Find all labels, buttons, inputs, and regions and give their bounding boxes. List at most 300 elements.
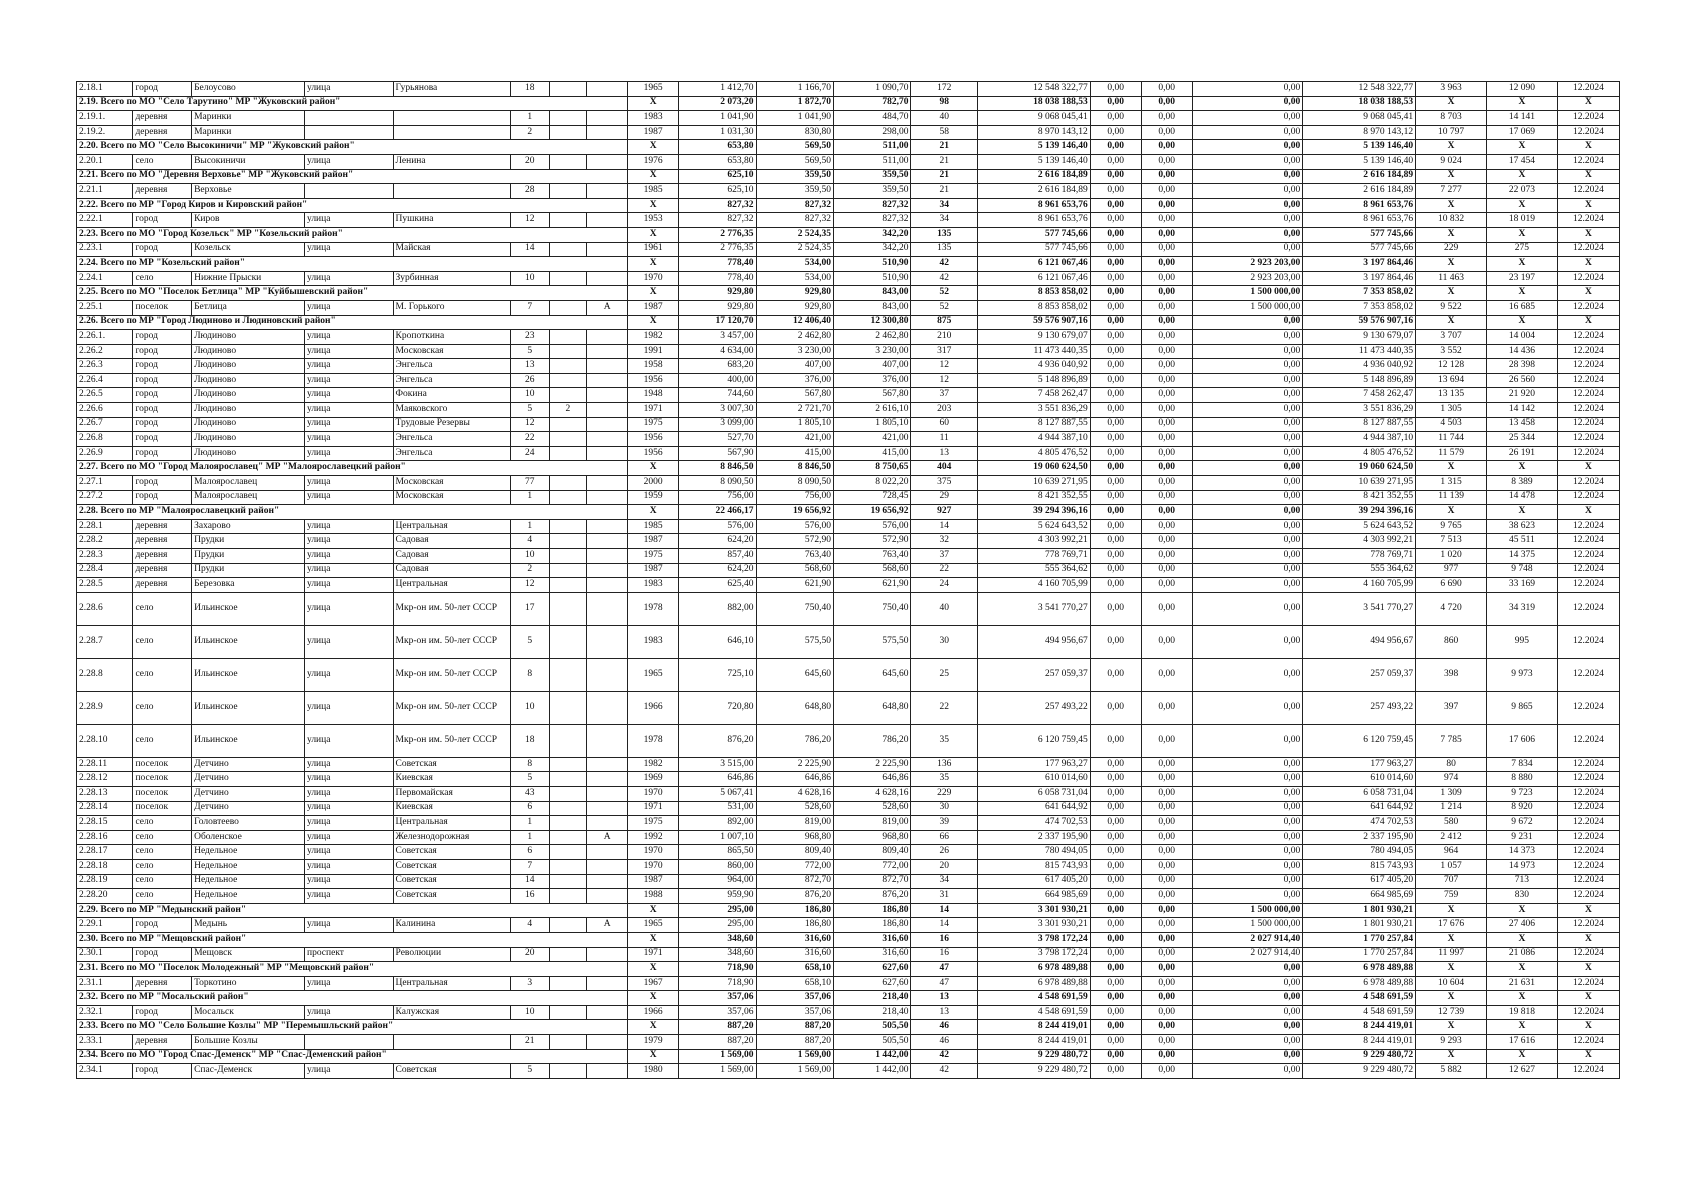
table-cell: 718,90 — [679, 962, 756, 977]
table-cell: 9 024 — [1416, 154, 1487, 169]
table-cell: 316,60 — [834, 947, 911, 962]
table-cell: село — [133, 845, 192, 860]
table-cell: 26 191 — [1487, 446, 1558, 461]
table-cell: 0,00 — [1141, 446, 1192, 461]
table-cell: 12.2024 — [1557, 344, 1619, 359]
table-cell — [549, 490, 587, 505]
table-cell: 1958 — [628, 359, 679, 374]
table-cell: 720,80 — [679, 691, 756, 724]
table-cell: 0,00 — [1192, 82, 1303, 97]
table-cell: 4 634,00 — [679, 344, 756, 359]
table-cell — [549, 519, 587, 534]
table-cell: 569,50 — [756, 140, 833, 155]
table-cell: 707 — [1416, 874, 1487, 889]
table-cell: 2 616 184,89 — [977, 184, 1090, 199]
table-cell: 8 — [510, 757, 549, 772]
table-cell: 18 — [510, 724, 549, 757]
table-cell: улица — [304, 154, 393, 169]
table-row — [77, 592, 1620, 625]
table-cell: 1966 — [628, 691, 679, 724]
table-cell: 20 — [510, 947, 549, 962]
subtotal-row — [77, 257, 1620, 272]
table-cell: 28 — [510, 184, 549, 199]
table-cell: 52 — [911, 300, 977, 315]
table-row — [77, 976, 1620, 991]
table-cell: 510,90 — [834, 271, 911, 286]
table-cell: X — [1416, 315, 1487, 330]
table-cell: 21 086 — [1487, 947, 1558, 962]
table-row — [77, 519, 1620, 534]
table-cell: Мещовск — [192, 947, 305, 962]
table-cell: 3 551 836,29 — [977, 403, 1090, 418]
table-cell: 0,00 — [1141, 932, 1192, 947]
table-cell: 0,00 — [1090, 432, 1141, 447]
subtotal-heading: 2.20. Всего по МО "Село Высокиничи" МР "Жуковский район" — [77, 140, 628, 155]
table-cell: Бетлица — [192, 300, 305, 315]
table-cell: Козельск — [192, 242, 305, 257]
table-cell: X — [1416, 461, 1487, 476]
table-row — [77, 830, 1620, 845]
table-cell: 1975 — [628, 417, 679, 432]
table-cell: 646,10 — [679, 625, 756, 658]
table-cell: 19 656,92 — [756, 505, 833, 520]
table-cell: Маринки — [192, 125, 305, 140]
table-cell: 186,80 — [756, 918, 833, 933]
table-cell: Медынь — [192, 918, 305, 933]
table-cell: город — [133, 1064, 192, 1079]
table-cell: 3 197 864,46 — [1303, 257, 1416, 272]
table-row — [77, 417, 1620, 432]
table-cell: 3 301 930,21 — [977, 903, 1090, 918]
table-cell: 567,90 — [679, 446, 756, 461]
table-cell: X — [1487, 505, 1558, 520]
table-row — [77, 534, 1620, 549]
table-cell: 0,00 — [1141, 962, 1192, 977]
table-cell: 0,00 — [1090, 1005, 1141, 1020]
table-cell: 1987 — [628, 534, 679, 549]
table-cell: 2.19.1. — [77, 111, 133, 126]
table-cell: 12.2024 — [1557, 757, 1619, 772]
table-cell: 0,00 — [1141, 816, 1192, 831]
table-cell: 135 — [911, 227, 977, 242]
table-cell: 2 776,35 — [679, 227, 756, 242]
table-cell: Людиново — [192, 388, 305, 403]
table-cell: 0,00 — [1141, 991, 1192, 1006]
table-cell — [549, 1005, 587, 1020]
table-cell: деревня — [133, 578, 192, 593]
table-cell: 627,60 — [834, 962, 911, 977]
table-cell: 4 720 — [1416, 592, 1487, 625]
table-cell: 12.2024 — [1557, 373, 1619, 388]
table-cell: 12.2024 — [1557, 476, 1619, 491]
table-cell: 18 038 188,53 — [977, 96, 1090, 111]
table-cell: 511,00 — [834, 154, 911, 169]
table-row — [77, 757, 1620, 772]
table-row — [77, 1035, 1620, 1050]
table-cell: 12.2024 — [1557, 845, 1619, 860]
table-cell: улица — [304, 330, 393, 345]
table-cell: 19 818 — [1487, 1005, 1558, 1020]
table-cell — [587, 476, 628, 491]
table-cell: 778,40 — [679, 257, 756, 272]
table-cell: 577 745,66 — [977, 227, 1090, 242]
table-cell: 11 579 — [1416, 446, 1487, 461]
table-cell: X — [1557, 315, 1619, 330]
table-cell: 2.25.1 — [77, 300, 133, 315]
table-row — [77, 388, 1620, 403]
table-cell: 342,20 — [834, 242, 911, 257]
table-cell: 658,10 — [756, 962, 833, 977]
table-cell: 0,00 — [1192, 403, 1303, 418]
table-cell: 12.2024 — [1557, 300, 1619, 315]
table-cell: 1 569,00 — [679, 1049, 756, 1064]
table-cell: 2.28.13 — [77, 786, 133, 801]
table-cell: 1 — [510, 830, 549, 845]
table-cell: улица — [304, 976, 393, 991]
table-cell: 786,20 — [834, 724, 911, 757]
table-cell: 1 442,00 — [834, 1064, 911, 1079]
table-cell: 0,00 — [1141, 724, 1192, 757]
table-cell: город — [133, 82, 192, 97]
table-cell: 2 225,90 — [834, 757, 911, 772]
table-cell: 7 513 — [1416, 534, 1487, 549]
table-cell: Железнодорожная — [393, 830, 510, 845]
table-cell: 929,80 — [756, 300, 833, 315]
subtotal-heading: 2.31. Всего по МО "Поселок Молодежный" МР "Мещовский район" — [77, 962, 628, 977]
table-cell: X — [1487, 96, 1558, 111]
table-cell: 8 090,50 — [756, 476, 833, 491]
table-cell: 0,00 — [1192, 1020, 1303, 1035]
table-cell: 658,10 — [756, 976, 833, 991]
table-cell: Березовка — [192, 578, 305, 593]
table-cell: 528,60 — [834, 801, 911, 816]
table-cell: 275 — [1487, 242, 1558, 257]
table-cell: 0,00 — [1192, 213, 1303, 228]
table-cell: 295,00 — [679, 903, 756, 918]
table-cell: 229 — [911, 786, 977, 801]
table-cell: 4 — [510, 918, 549, 933]
table-cell: 3 230,00 — [834, 344, 911, 359]
table-cell: 5 624 643,52 — [1303, 519, 1416, 534]
table-cell — [549, 691, 587, 724]
table-cell: 9 765 — [1416, 519, 1487, 534]
table-cell: 397 — [1416, 691, 1487, 724]
table-cell: 316,60 — [756, 947, 833, 962]
table-cell: 0,00 — [1141, 315, 1192, 330]
table-cell: 359,50 — [834, 184, 911, 199]
table-cell: Мкр-он им. 50-лет СССР — [393, 658, 510, 691]
table-cell: деревня — [133, 111, 192, 126]
table-cell: город — [133, 476, 192, 491]
table-cell: 2 616 184,89 — [977, 169, 1090, 184]
table-cell: 0,00 — [1192, 140, 1303, 155]
table-cell: Киевская — [393, 772, 510, 787]
table-cell: 7 — [510, 859, 549, 874]
table-cell: 98 — [911, 96, 977, 111]
table-cell: А — [587, 830, 628, 845]
table-row — [77, 578, 1620, 593]
table-cell: 8 703 — [1416, 111, 1487, 126]
table-cell: 0,00 — [1192, 991, 1303, 1006]
table-cell: 2.34.1 — [77, 1064, 133, 1079]
table-cell — [587, 432, 628, 447]
table-cell: 860 — [1416, 625, 1487, 658]
table-cell: 0,00 — [1141, 859, 1192, 874]
table-cell: 35 — [911, 772, 977, 787]
table-cell: 0,00 — [1090, 403, 1141, 418]
table-cell: 857,40 — [679, 549, 756, 564]
table-cell — [549, 446, 587, 461]
table-cell: X — [628, 227, 679, 242]
table-cell: 713 — [1487, 874, 1558, 889]
table-cell — [587, 403, 628, 418]
table-cell: улица — [304, 845, 393, 860]
table-cell: 1965 — [628, 658, 679, 691]
table-cell: 30 — [911, 625, 977, 658]
table-cell: 5 139 146,40 — [977, 154, 1090, 169]
table-cell: 7 458 262,47 — [1303, 388, 1416, 403]
table-cell: 10 832 — [1416, 213, 1487, 228]
table-cell — [549, 816, 587, 831]
table-cell: 8 389 — [1487, 476, 1558, 491]
table-cell: 46 — [911, 1035, 977, 1050]
table-cell: 8 961 653,76 — [977, 213, 1090, 228]
table-cell: улица — [304, 563, 393, 578]
table-cell: 12.2024 — [1557, 519, 1619, 534]
table-cell: 404 — [911, 461, 977, 476]
table-cell: город — [133, 432, 192, 447]
table-cell: 22 — [911, 691, 977, 724]
table-cell: 12 627 — [1487, 1064, 1558, 1079]
table-cell: 9 130 679,07 — [977, 330, 1090, 345]
table-cell: 872,70 — [756, 874, 833, 889]
table-cell: 26 — [911, 845, 977, 860]
table-cell: 0,00 — [1192, 578, 1303, 593]
table-cell: 12.2024 — [1557, 578, 1619, 593]
table-cell: X — [1416, 962, 1487, 977]
table-cell: 2.28.8 — [77, 658, 133, 691]
table-cell: 2.26.7 — [77, 417, 133, 432]
table-cell — [587, 359, 628, 374]
table-cell: 0,00 — [1090, 344, 1141, 359]
table-cell: 4 548 691,59 — [977, 1005, 1090, 1020]
table-cell: X — [628, 505, 679, 520]
table-cell: 11 997 — [1416, 947, 1487, 962]
table-cell: 827,32 — [756, 213, 833, 228]
table-cell: 1 442,00 — [834, 1049, 911, 1064]
table-cell: 2.18.1 — [77, 82, 133, 97]
table-cell: 17 120,70 — [679, 315, 756, 330]
table-cell: 610 014,60 — [977, 772, 1090, 787]
table-cell: 0,00 — [1090, 918, 1141, 933]
table-cell: 8 022,20 — [834, 476, 911, 491]
table-cell: 2000 — [628, 476, 679, 491]
table-cell: 257 059,37 — [1303, 658, 1416, 691]
table-cell: 6 — [510, 801, 549, 816]
table-row — [77, 918, 1620, 933]
table-cell: 359,50 — [756, 184, 833, 199]
table-cell: 172 — [911, 82, 977, 97]
table-cell — [587, 388, 628, 403]
table-cell: 186,80 — [756, 903, 833, 918]
table-cell: 0,00 — [1090, 125, 1141, 140]
table-cell: 728,45 — [834, 490, 911, 505]
table-cell: 511,00 — [834, 140, 911, 155]
table-cell: Людиново — [192, 417, 305, 432]
table-cell: 0,00 — [1192, 816, 1303, 831]
table-cell: 0,00 — [1090, 169, 1141, 184]
table-cell: X — [1557, 991, 1619, 1006]
table-cell: 8 970 143,12 — [977, 125, 1090, 140]
table-cell — [549, 271, 587, 286]
table-cell: 5 148 896,89 — [1303, 373, 1416, 388]
table-cell: 0,00 — [1090, 257, 1141, 272]
table-cell: 8 846,50 — [679, 461, 756, 476]
table-cell: 0,00 — [1141, 830, 1192, 845]
table-row — [77, 786, 1620, 801]
table-cell: 14 436 — [1487, 344, 1558, 359]
table-cell: улица — [304, 403, 393, 418]
table-cell: 24 — [911, 578, 977, 593]
subtotal-heading: 2.25. Всего по МО "Поселок Бетлица" МР "Куйбышевский район" — [77, 286, 628, 301]
table-cell: X — [1487, 991, 1558, 1006]
table-row — [77, 859, 1620, 874]
table-cell: 8 961 653,76 — [977, 198, 1090, 213]
table-cell: 12.2024 — [1557, 82, 1619, 97]
table-cell: 17 — [510, 592, 549, 625]
table-cell: X — [1487, 461, 1558, 476]
table-cell: 2.28.10 — [77, 724, 133, 757]
table-cell: 3 301 930,21 — [977, 918, 1090, 933]
table-cell: 860,00 — [679, 859, 756, 874]
table-cell: 815 743,93 — [977, 859, 1090, 874]
table-cell: 47 — [911, 976, 977, 991]
table-cell: 929,80 — [679, 300, 756, 315]
table-cell: 14 — [911, 903, 977, 918]
table-cell: 0,00 — [1090, 315, 1141, 330]
table-cell — [549, 724, 587, 757]
table-cell: город — [133, 918, 192, 933]
table-cell: Недельное — [192, 859, 305, 874]
table-cell: 0,00 — [1090, 96, 1141, 111]
table-cell: 186,80 — [834, 903, 911, 918]
table-cell: X — [1416, 1049, 1487, 1064]
table-cell: Московская — [393, 490, 510, 505]
table-cell: 1 805,10 — [756, 417, 833, 432]
table-cell: 0,00 — [1090, 592, 1141, 625]
table-cell: 1987 — [628, 125, 679, 140]
table-cell: 1 500 000,00 — [1192, 286, 1303, 301]
table-cell: 1956 — [628, 432, 679, 447]
table-cell: 13 135 — [1416, 388, 1487, 403]
table-cell: улица — [304, 859, 393, 874]
table-cell: 4 — [510, 534, 549, 549]
table-cell: X — [1557, 932, 1619, 947]
table-cell: 0,00 — [1192, 242, 1303, 257]
table-cell: 2.28.16 — [77, 830, 133, 845]
table-cell: 2.22.1 — [77, 213, 133, 228]
table-cell: 0,00 — [1090, 373, 1141, 388]
table-cell — [587, 82, 628, 97]
subtotal-heading: 2.28. Всего по МР "Малоярославецкий район" — [77, 505, 628, 520]
table-cell: 2.28.14 — [77, 801, 133, 816]
table-cell: 348,60 — [679, 932, 756, 947]
table-cell: Гурьянова — [393, 82, 510, 97]
table-row — [77, 373, 1620, 388]
table-cell: 9 293 — [1416, 1035, 1487, 1050]
table-cell: 572,90 — [834, 534, 911, 549]
table-cell: деревня — [133, 976, 192, 991]
table-cell: деревня — [133, 549, 192, 564]
table-cell: 0,00 — [1141, 772, 1192, 787]
table-cell: 843,00 — [834, 300, 911, 315]
table-cell: деревня — [133, 563, 192, 578]
table-cell: 624,20 — [679, 563, 756, 578]
table-cell: А — [587, 918, 628, 933]
table-cell: 1948 — [628, 388, 679, 403]
table-cell: 624,20 — [679, 534, 756, 549]
table-cell: 0,00 — [1090, 889, 1141, 904]
table-cell: 12.2024 — [1557, 549, 1619, 564]
table-cell: 0,00 — [1090, 1064, 1141, 1079]
table-cell: 317 — [911, 344, 977, 359]
table-cell: 8 244 419,01 — [977, 1035, 1090, 1050]
table-cell: 567,80 — [834, 388, 911, 403]
table-cell: А — [587, 300, 628, 315]
table-cell: 7 458 262,47 — [977, 388, 1090, 403]
table-cell: 26 — [510, 373, 549, 388]
table-cell: 12.2024 — [1557, 801, 1619, 816]
table-cell: 750,40 — [756, 592, 833, 625]
table-cell — [587, 845, 628, 860]
table-cell: 19 656,92 — [834, 505, 911, 520]
table-cell: улица — [304, 359, 393, 374]
table-cell: 1982 — [628, 757, 679, 772]
table-cell: 6 690 — [1416, 578, 1487, 593]
table-cell: 0,00 — [1192, 388, 1303, 403]
table-row — [77, 801, 1620, 816]
table-cell: 2.19.2. — [77, 125, 133, 140]
table-cell: 16 — [510, 889, 549, 904]
table-cell: село — [133, 874, 192, 889]
table-cell — [587, 724, 628, 757]
table-cell: 0,00 — [1090, 947, 1141, 962]
table-cell: 1 569,00 — [679, 1064, 756, 1079]
table-cell: 1 801 930,21 — [1303, 903, 1416, 918]
table-cell: Энгельса — [393, 446, 510, 461]
table-cell: 645,60 — [756, 658, 833, 691]
table-cell: Мкр-он им. 50-лет СССР — [393, 691, 510, 724]
table-cell: 5 139 146,40 — [977, 140, 1090, 155]
table-cell: 2 616,10 — [834, 403, 911, 418]
table-cell: 52 — [911, 286, 977, 301]
table-cell: 10 — [510, 388, 549, 403]
table-cell: 11 139 — [1416, 490, 1487, 505]
table-cell: 10 639 271,95 — [977, 476, 1090, 491]
table-cell: 887,20 — [679, 1035, 756, 1050]
table-cell: 0,00 — [1141, 534, 1192, 549]
table-cell: Захарово — [192, 519, 305, 534]
table-cell: 648,80 — [834, 691, 911, 724]
table-cell — [549, 976, 587, 991]
table-cell: 0,00 — [1141, 1049, 1192, 1064]
table-cell: 42 — [911, 1064, 977, 1079]
table-cell — [549, 757, 587, 772]
table-cell: 3 — [510, 976, 549, 991]
table-cell — [587, 490, 628, 505]
table-cell: 229 — [1416, 242, 1487, 257]
table-cell — [587, 519, 628, 534]
